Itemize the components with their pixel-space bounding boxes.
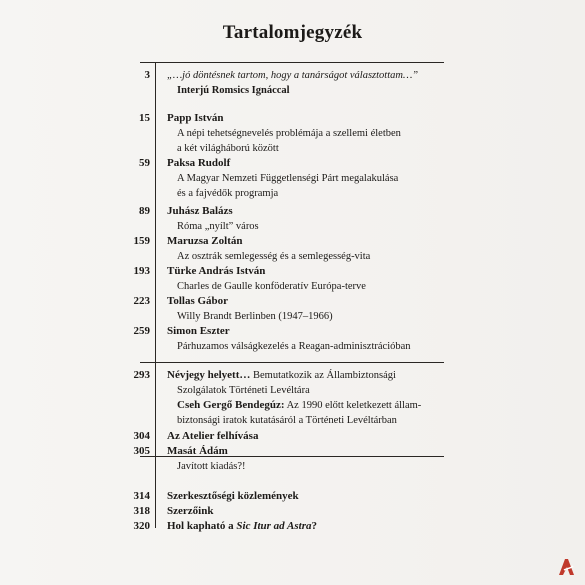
entry-author-rest: Az 1990 előtt keletkezett állam- — [284, 400, 422, 411]
entry-author: Szerkesztőségi közlemények — [167, 490, 299, 502]
entry-author — [167, 368, 396, 383]
entry-author: Papp István — [167, 112, 224, 124]
vertical-rule-3 — [155, 456, 156, 528]
page-number: 159 — [133, 235, 150, 247]
entry-author: Az Atelier felhívása — [167, 430, 259, 442]
entry-subtitle: biztonsági iratok kutatásáról a Történeti Levéltárban — [177, 415, 397, 426]
entry-author-part: Hol kapható a — [167, 520, 237, 532]
page-number: 59 — [139, 157, 150, 169]
entry-subtitle: Interjú Romsics Ignáccal — [177, 85, 290, 96]
entry-author-bold: Névjegy helyett… — [167, 369, 251, 381]
page-number: 318 — [133, 505, 150, 517]
entry-subtitle: Szolgálatok Történeti Levéltára — [177, 385, 310, 396]
entry-author — [177, 398, 421, 413]
entry-subtitle: és a fajvédők programja — [177, 188, 279, 199]
entry-subtitle: A Magyar Nemzeti Függetlenségi Párt megalakulása — [177, 173, 399, 184]
entry-author-end: ? — [311, 520, 317, 532]
entry-subtitle: Javított kiadás?! — [177, 461, 246, 472]
page-number: 3 — [144, 69, 150, 81]
page-number: 293 — [133, 369, 150, 381]
entry-author — [167, 519, 317, 534]
page-number: 314 — [133, 490, 150, 502]
entry-subtitle: Az osztrák semlegesség és a semlegesség-vita — [177, 251, 371, 262]
entry-subtitle: Párhuzamos válságkezelés a Reagan-adminisztrációban — [177, 341, 411, 352]
page-number: 259 — [133, 325, 150, 337]
entry-subtitle: a két világháború között — [177, 143, 279, 154]
red-publisher-logo-icon — [555, 556, 577, 578]
page-title: Tartalomjegyzék — [222, 22, 363, 43]
page-number: 193 — [133, 265, 150, 277]
entry-author: Tollas Gábor — [167, 295, 229, 307]
entry-author: Simon Eszter — [167, 325, 230, 337]
page-number: 223 — [133, 295, 150, 307]
page-number: 305 — [133, 445, 150, 457]
entry-author-rest: Bemutatkozik az Állambiztonsági — [250, 370, 396, 381]
entry-author-bold: Cseh Gergő Bendegúz: — [177, 399, 285, 411]
entry-author: Türke András István — [167, 265, 266, 277]
entry-author: Masát Ádám — [167, 445, 228, 457]
vertical-rule-2 — [155, 362, 156, 456]
page-number: 15 — [139, 112, 150, 124]
entry-author: Szerzőink — [167, 505, 214, 517]
entry-subtitle: Willy Brandt Berlinben (1947–1966) — [177, 311, 333, 322]
page-number: 89 — [139, 205, 150, 217]
vertical-rule-1 — [155, 62, 156, 362]
entry-author: Maruzsa Zoltán — [167, 235, 243, 247]
entry-subtitle: Róma „nyílt” város — [177, 221, 259, 232]
page-number: 320 — [133, 520, 150, 532]
page-number: 304 — [133, 430, 150, 442]
separator-top — [140, 62, 444, 63]
entry-quote: „…jó döntésnek tartom, hogy a tanárságot választottam…” — [167, 70, 419, 81]
entry-author: Paksa Rudolf — [167, 157, 231, 169]
entry-subtitle: A népi tehetségnevelés problémája a szellemi életben — [177, 128, 401, 139]
separator-middle — [140, 362, 444, 363]
entry-subtitle: Charles de Gaulle konföderatív Európa-terve — [177, 281, 366, 292]
entry-author-italic: Sic Itur ad Astra — [236, 520, 312, 532]
entry-author: Juhász Balázs — [167, 205, 233, 217]
